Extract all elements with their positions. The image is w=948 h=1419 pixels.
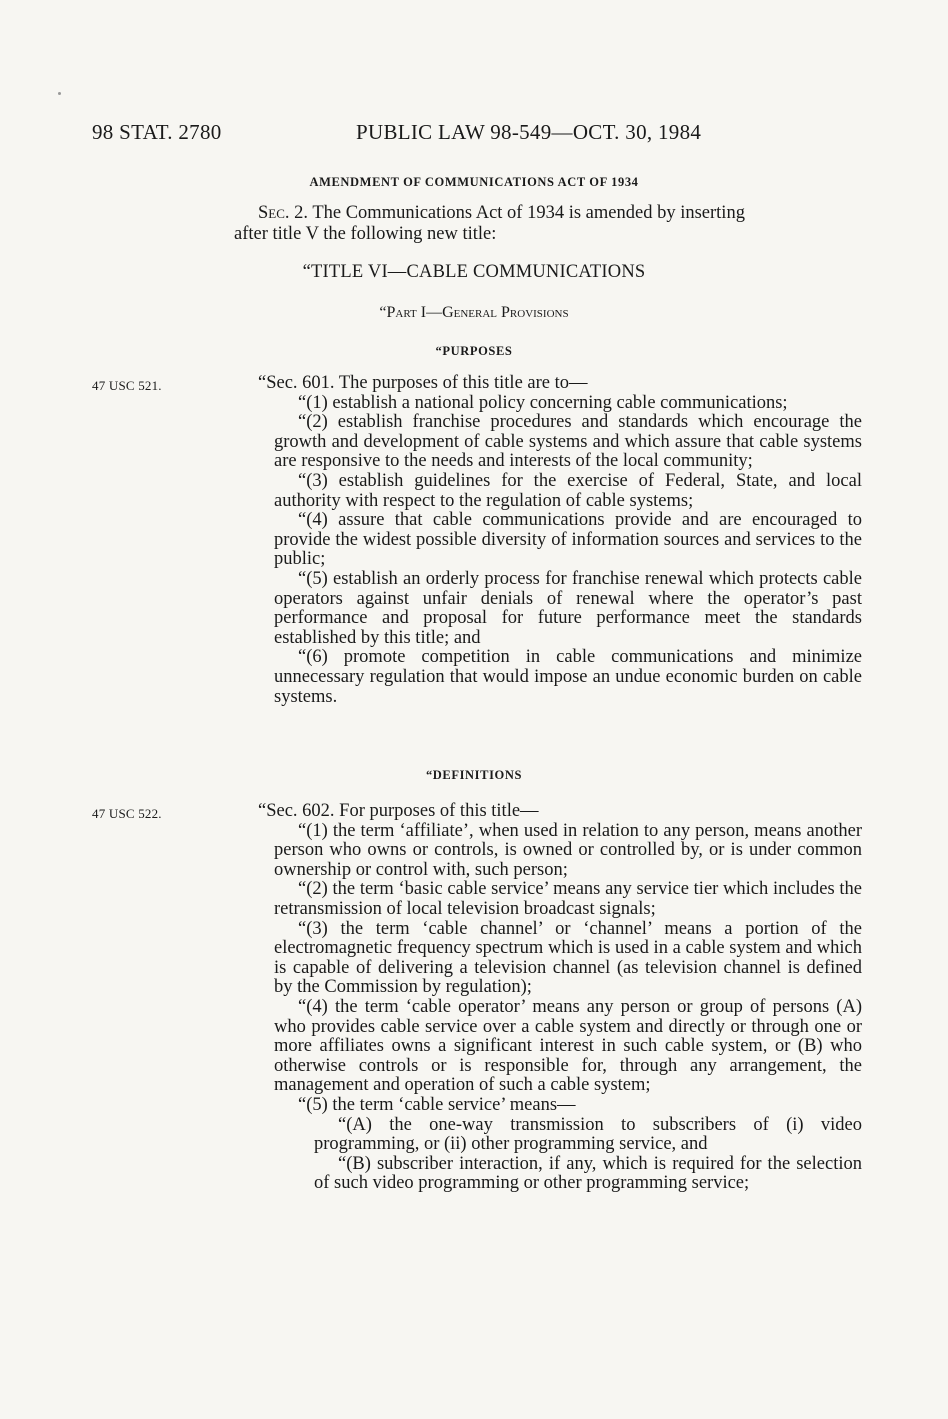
sec2-text1: 2. The Communications Act of 1934 is amended by inserting (289, 203, 745, 223)
law-header: PUBLIC LAW 98-549—OCT. 30, 1984 (356, 120, 702, 144)
margin-note-521: 47 USC 521. (92, 378, 162, 393)
purpose-item: “(5) establish an orderly process for franchise renewal which protects cable operators against unfair denials of renewal where the operator’s past performance and proposal for future performance meet the standards established by this title; and (274, 568, 862, 648)
purpose-item: “(2) establish franchise procedures and standards which encourage the growth and development of cable systems and which assure that cable systems are responsive to the needs and interests of the local community; (274, 412, 862, 472)
definitions-heading: “DEFINITIONS (425, 768, 523, 782)
definition-item: “(5) the term ‘cable service’ means— (298, 1094, 576, 1115)
sec2-paragraph (234, 203, 862, 245)
purposes-heading: “PURPOSES (435, 344, 513, 358)
margin-note-522: 47 USC 522. (92, 806, 162, 821)
definition-item: “(3) the term ‘cable channel’ or ‘channel’ means a portion of the electromagnetic frequency spectrum which is used in a cable system and which is capable of delivering a television channel (as television channel is defined by the Commission by regulation); (274, 918, 862, 998)
definition-item: “(4) the term ‘cable operator’ means any person or group of persons (A) who provides cable service over a cable system and directly or through one or more affiliates owns a significant interest in such cable system, or (B) who otherwise controls or is responsible for, through any arrangement, the management and operation of such a cable system; (274, 996, 862, 1096)
purpose-item: “(1) establish a national policy concerning cable communications; (298, 392, 788, 413)
sec2-line2: after title V the following new title: (234, 224, 497, 244)
amendment-heading: AMENDMENT OF COMMUNICATIONS ACT OF 1934 (309, 175, 639, 189)
definition-subitem: “(B) subscriber interaction, if any, which is required for the selection of such video programming or other programming service; (314, 1153, 862, 1194)
definition-item: “(2) the term ‘basic cable service’ means any service tier which includes the retransmission of local television broadcast signals; (274, 879, 862, 919)
scan-speck (58, 92, 61, 95)
sec2-line1 (234, 203, 862, 224)
definition-subitem: “(A) the one-way transmission to subscribers of (i) video programming, or (ii) other programming service, and (314, 1114, 862, 1155)
sec602-line: “Sec. 602. For purposes of this title— (258, 801, 539, 821)
definition-item: “(1) the term ‘affiliate’, when used in relation to any person, means another person who owns or controls, is owned or controlled by, or is under common ownership or control with, such person; (274, 820, 862, 880)
statute-page-number: 98 STAT. 2780 (92, 120, 222, 144)
purpose-item: “(4) assure that cable communications provide and are encouraged to provide the widest possible diversity of information sources and services to the public; (274, 510, 862, 570)
part-heading: “Part I—General Provisions (379, 304, 569, 321)
purpose-item: “(6) promote competition in cable communications and minimize unnecessary regulation that would impose an undue economic burden on cable systems. (274, 647, 862, 707)
title-heading: “TITLE VI—CABLE COMMUNICATIONS (302, 262, 646, 282)
definitions-section (258, 801, 862, 1194)
sec601-line: “Sec. 601. The purposes of this title are to— (258, 373, 588, 393)
purposes-section (258, 373, 862, 707)
purpose-item: “(3) establish guidelines for the exercise of Federal, State, and local authority with respect to the regulation of cable systems; (274, 470, 862, 511)
sec2-lead: Sec. (258, 203, 290, 223)
